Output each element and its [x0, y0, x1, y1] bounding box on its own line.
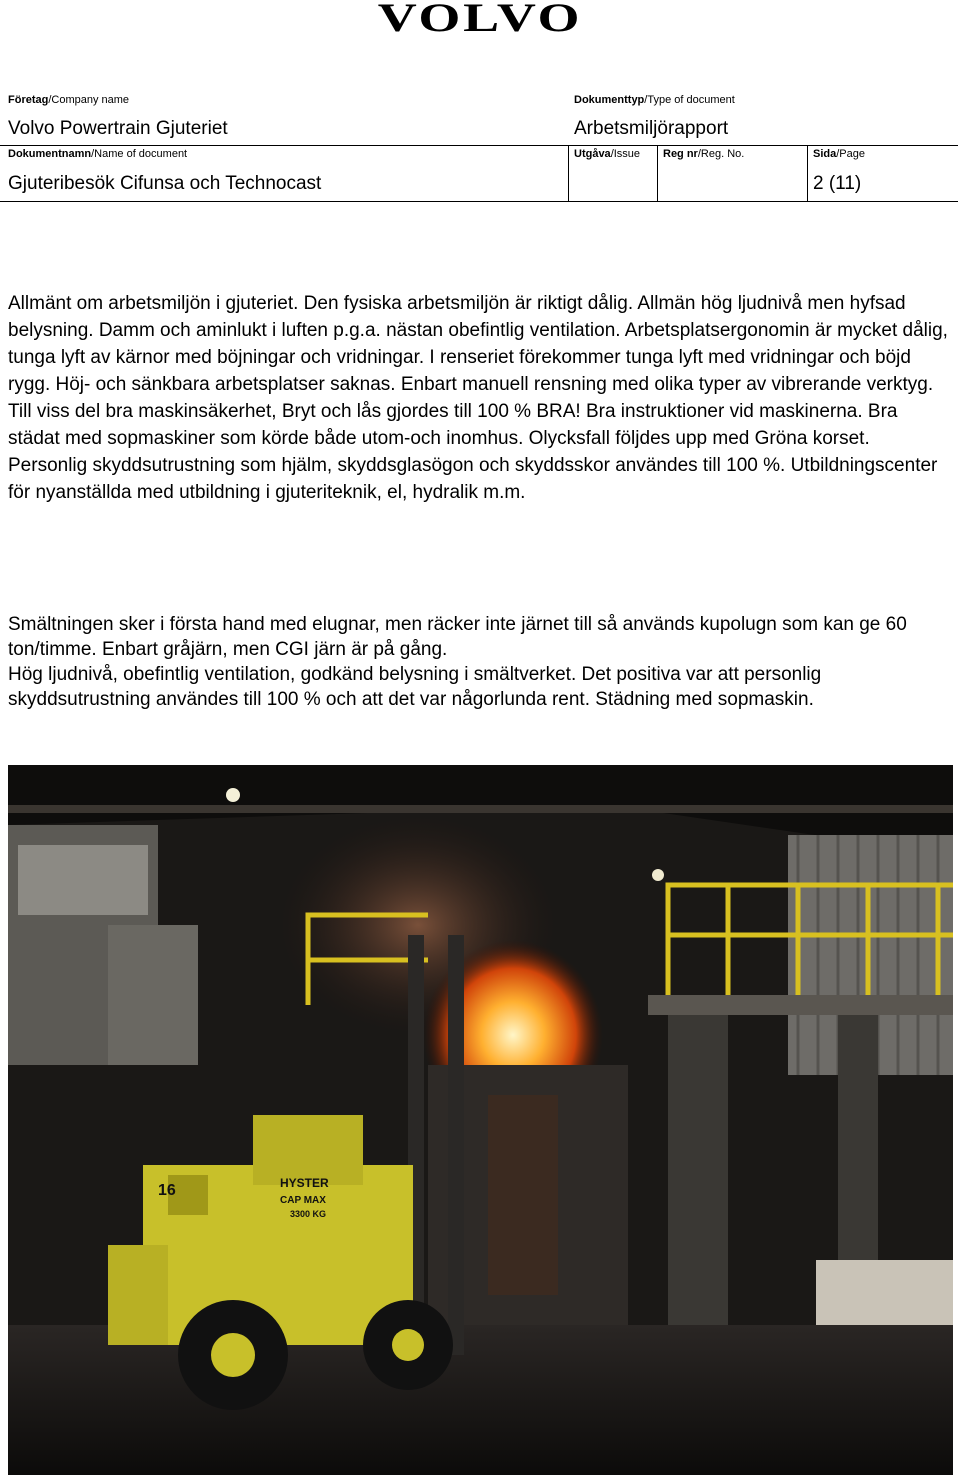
- forklift-text-2: CAP MAX: [280, 1195, 326, 1206]
- page-value: 2 (11): [813, 173, 862, 194]
- doctype-value: Arbetsmiljörapport: [574, 118, 729, 139]
- paragraph-general: Allmänt om arbetsmiljön i gjuteriet. Den fysiska arbetsmiljön är riktigt dålig. Allmän hög ljudnivå men hyfsad belysning. Damm och aminlukt i luften p.g.a. nästan obefintlig ventilation. Arbetsplatsergonomin är mycket dålig, tunga lyft av kärnor med böjningar och vridningar. I renseriet förekommer tunga lyft med vridningar och böjd rygg. Höj- och sänkbara arbetsplatser saknas. Enbart manuell rensning med olika typer av vibrerande verktyg. Till viss del bra maskinsäkerhet, Bryt och lås gjordes till 100 % BRA! Bra instruktioner vid maskinerna. Bra städat med sopmaskiner som körde både utom-och inomhus. Olycksfall följdes upp med Gröna korset. Personlig skyddsutrustning som hjälm, skyddsglasögon och skyddsskor användes till 100 %. Utbildningscenter för nyanställda med utbildning i gjuteriteknik, el, hydralik m.m.: [8, 293, 948, 503]
- volvo-logo: VOLVO: [377, 0, 583, 40]
- header-rule-1: [0, 145, 958, 146]
- docname-label: Dokumentnamn/Name of document: [8, 148, 188, 160]
- paragraph-melting: [8, 612, 953, 712]
- foundry-photo-illustration: [8, 765, 953, 1475]
- forklift-text-1: HYSTER: [280, 1176, 329, 1190]
- forklift-text-3: 3300 KG: [290, 1209, 327, 1219]
- header-rule-2: [0, 201, 958, 202]
- ceiling-lamp: [652, 869, 664, 881]
- paragraph-melting-a: Smältningen sker i första hand med elugnar, men räcker inte järnet till så används kupolugn som kan ge 60 ton/timme. Enbart gråjärn, men CGI järn är på gång.: [8, 614, 907, 660]
- regnr-label: Reg nr/Reg. No.: [663, 148, 745, 160]
- ceiling-lamp: [226, 788, 240, 802]
- header-divider: [657, 145, 658, 201]
- forklift-number: 16: [158, 1182, 176, 1199]
- doctype-label: Dokumenttyp/Type of document: [574, 94, 735, 106]
- docname-value: Gjuteribesök Cifunsa och Technocast: [8, 173, 322, 194]
- roof-beam: [8, 805, 953, 813]
- page-label: Sida/Page: [813, 148, 865, 160]
- platform: [648, 995, 953, 1015]
- foundry-photo: [8, 765, 953, 1475]
- company-label: Företag/Company name: [8, 94, 130, 106]
- header-divider: [568, 145, 569, 201]
- paragraph-melting-b: Hög ljudnivå, obefintlig ventilation, godkänd belysning i smältverket. Det positiva var att personlig skyddsutrustning användes till 100 % och att det var någorlunda rent. Städning med sopmaskin.: [8, 664, 822, 710]
- header-divider: [807, 145, 808, 201]
- company-value: Volvo Powertrain Gjuteriet: [8, 118, 228, 139]
- issue-label: Utgåva/Issue: [574, 148, 641, 160]
